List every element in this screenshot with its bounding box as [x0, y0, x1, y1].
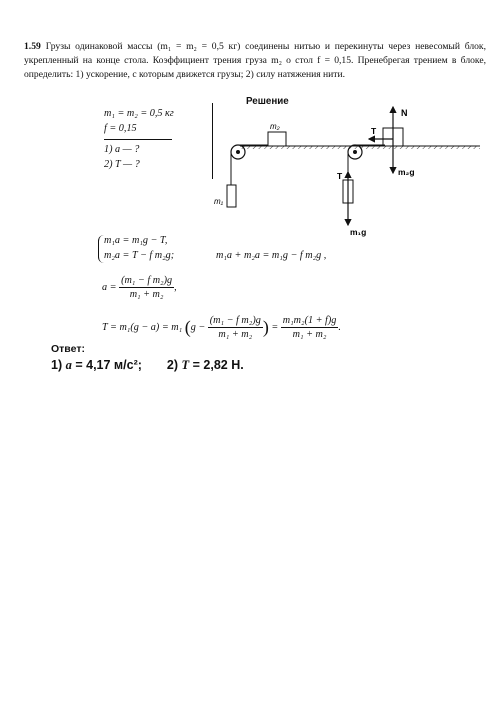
find-acceleration: 1) a — ?	[104, 144, 140, 155]
setup-right	[343, 107, 480, 225]
answer-2-var: T	[181, 358, 190, 372]
equation-sum: m₁a + m₂a = m₁g − f m₂g ,	[216, 250, 327, 261]
answer-title: Ответ:	[51, 343, 85, 355]
answer-1-prefix: 1)	[51, 358, 63, 372]
block-m2	[268, 132, 286, 146]
T-inner-g: g −	[190, 321, 206, 333]
equation-m1: m₁a = m₁g − T,	[104, 235, 168, 246]
label-m1g: m₁g	[350, 227, 367, 237]
formula-acceleration	[102, 275, 177, 300]
given-friction: f = 0,15	[104, 123, 137, 134]
a-denominator: m₁ + m₂	[129, 289, 164, 300]
T-inner-numerator: (m₁ − f m₂)g	[209, 315, 261, 326]
label-m2: m₂	[270, 122, 280, 131]
T-result-numerator: m₁m₂(1 + f)g	[282, 315, 337, 326]
a-lhs: a =	[102, 281, 117, 293]
formula-tension	[102, 315, 341, 340]
equation-m2: m₂a = T − f m₂g;	[104, 250, 175, 261]
a-tail: ,	[174, 281, 177, 293]
label-N: N	[401, 108, 408, 118]
T-inner-fraction	[208, 315, 263, 340]
answer-1-var: a	[65, 358, 72, 372]
answer-tension: = 2,82 Н.	[192, 358, 244, 372]
T-expansion: T = m₁(g − a) = m₁	[102, 321, 183, 333]
given-masses: m₁ = m₂ = 0,5 кг	[104, 108, 174, 119]
paren-close: )	[262, 317, 269, 337]
T-equals: =	[271, 321, 279, 333]
answer-acceleration: = 4,17 м/с²;	[75, 358, 142, 372]
label-T-left: T	[337, 171, 343, 181]
answer-line	[51, 358, 244, 373]
T-tail: .	[338, 321, 341, 333]
problem-number: 1.59	[24, 41, 41, 52]
a-numerator: (m₁ − f m₂)g	[121, 275, 173, 286]
paren-open: (	[184, 317, 191, 337]
label-m2g: m₂g	[398, 167, 415, 177]
label-m1: m₁	[214, 197, 224, 206]
T-result-fraction	[281, 315, 339, 340]
solution-title: Решение	[246, 96, 289, 107]
find-tension: 2) T — ?	[104, 159, 140, 170]
a-fraction	[119, 275, 174, 300]
pulley-axle-right	[353, 150, 357, 154]
answer-2-prefix: 2)	[166, 358, 179, 372]
T-result-denominator: m₁ + m₂	[292, 329, 327, 340]
label-T-top: T	[371, 126, 377, 136]
pulley-axle	[236, 150, 240, 154]
T-inner-denominator: m₁ + m₂	[218, 329, 253, 340]
problem-text: Грузы одинаковой массы (m₁ = m₂ = 0,5 кг) соединены нитью и перекинуты через невесомый блок, укрепленный на конце стола. Коэффициент трения груза m₂ о стол f = 0,15. Пренебрегая трением в блоке, определить: 1) ускорение, с которым движется грузы; 2) силу натяжения нити.	[24, 41, 486, 81]
weight-m1	[227, 185, 236, 207]
setup-left	[227, 132, 350, 207]
